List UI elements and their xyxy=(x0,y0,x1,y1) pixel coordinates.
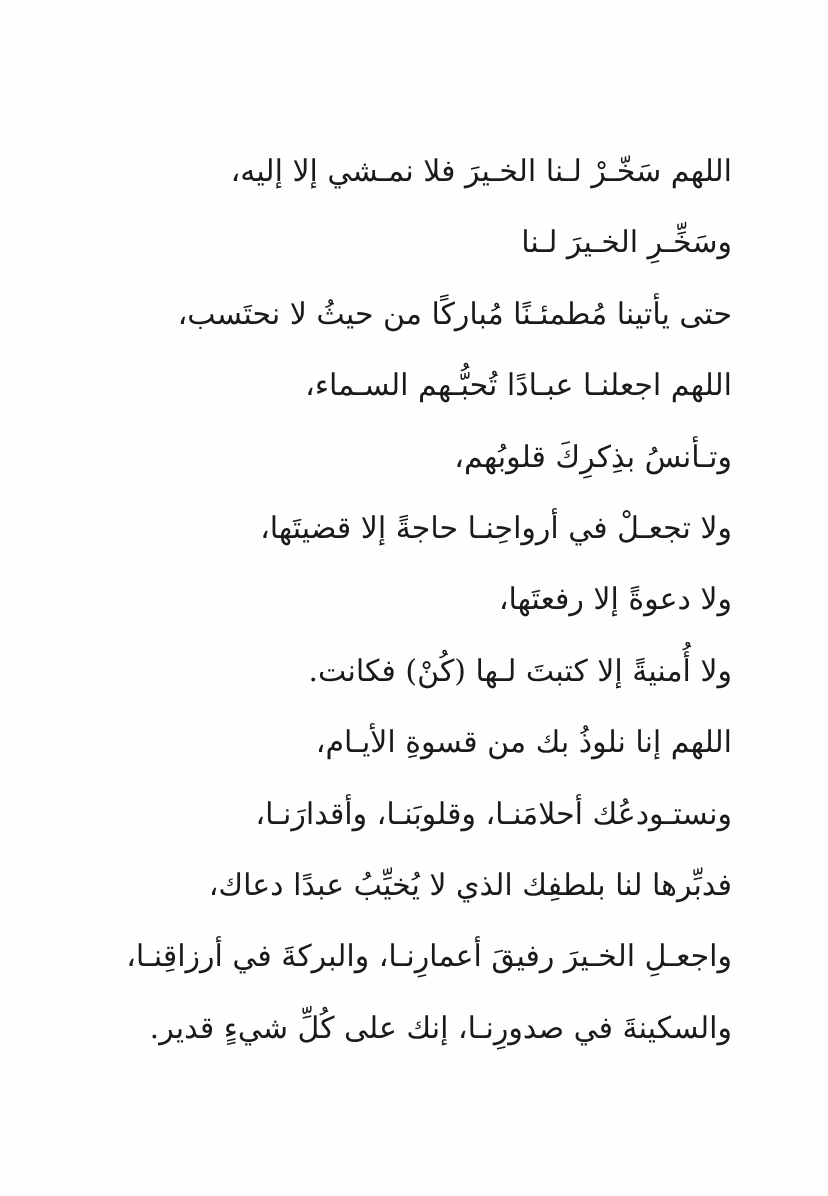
text-line-6: ولا تجعـلْ في أرواحِنـا حاجةً إلا قضيتَها، xyxy=(260,510,732,546)
text-line-2: وسَخِّـرِ الخـيرَ لـنا xyxy=(521,225,732,261)
text-line-10: ونستـودعُك أحلامَنـا، وقلوبَنـا، وأقدارَنـا، xyxy=(255,796,732,832)
text-line-12: واجعـلِ الخـيرَ رفيقَ أعمارِنـا، والبركةَ في أرزاقِنـا، xyxy=(126,939,732,975)
text-line-1: اللهم سَخّـرْ لـنا الخـيرَ فلا نمـشي إلا إليه، xyxy=(230,154,732,189)
supplication-text xyxy=(92,142,732,1070)
text-line-13: والسكينةَ في صدورِنـا، إنك على كُلِّ شيءٍ قدير. xyxy=(149,1010,732,1046)
text-line-5: وتـأنسُ بذِكرِكَ قلوبُهم، xyxy=(454,439,732,475)
text-line-11: فدبِّرها لنا بلطفِك الذي لا يُخيِّبُ عبدًا دعاك، xyxy=(208,867,732,903)
text-line-3: حتى يأتينا مُطمئـنًا مُباركًا من حيثُ لا نحتَسب، xyxy=(177,296,732,332)
text-line-7: ولا دعوةً إلا رفعتَها، xyxy=(498,582,732,618)
text-line-9: اللهم إنا نلوذُ بك من قسوةِ الأيـام، xyxy=(315,725,732,761)
text-line-8: ولا أُمنيةً إلا كتبتَ لـها (كُنْ) فكانت. xyxy=(308,653,732,689)
text-line-4: اللهم اجعلنـا عبـادًا تُحبُّـهم السـماء، xyxy=(305,368,732,404)
